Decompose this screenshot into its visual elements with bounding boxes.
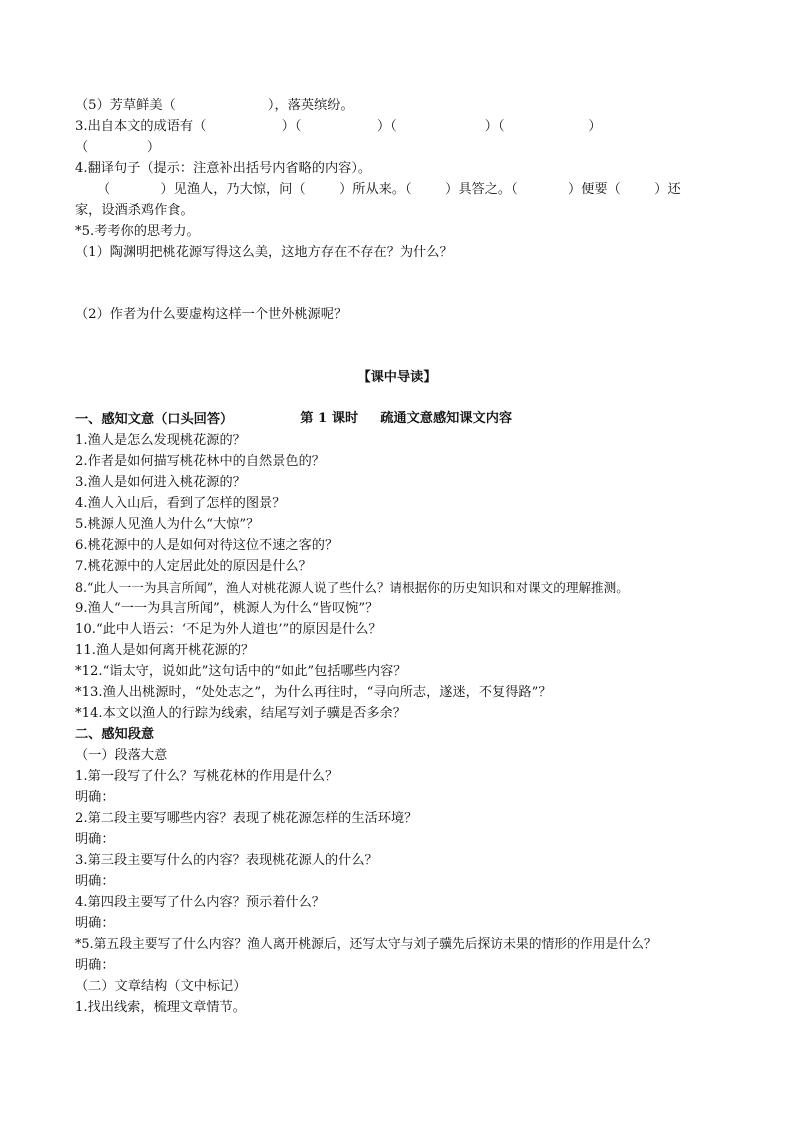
- list-item: 4.第四段主要写了什么内容？预示着什么？: [75, 895, 325, 910]
- question-3-idioms-cont: （ ）: [75, 140, 161, 155]
- list-item: *12.“诣太守，说如此”这句话中的“如此”包括哪些内容？: [75, 664, 407, 679]
- part-2-title: 二、感知段意: [75, 727, 155, 742]
- list-item: 2.作者是如何描写桃花林中的自然景色的？: [75, 454, 325, 469]
- list-item: 8.“此人一一为具言所闻”，渔人对桃花源人说了些什么？请根据你的历史知识和对课文的理解推测。: [75, 580, 629, 595]
- question-3-idioms: 3.出自本文的成语有（ ）（ ）（ ）（ ）: [75, 119, 602, 134]
- question-4-sentence: （ ）见渔人，乃大惊，问（ ）所从来。（ ）具答之。（ ）便要（ ）还: [97, 182, 681, 197]
- question-5-sub-2: （2）作者为什么要虚构这样一个世外桃源呢？: [75, 307, 348, 322]
- list-item: *5.第五段主要写了什么内容？渔人离开桃源后，还写太守与刘子骥先后探访未果的情形的作用是什么？: [75, 937, 657, 952]
- part-1-title: 一、感知文意（口头回答）: [75, 412, 234, 427]
- answer-label: 明确：: [75, 790, 115, 805]
- list-item: 4.渔人入山后，看到了怎样的图景？: [75, 496, 286, 511]
- list-item: 7.桃花源中的人定居此处的原因是什么？: [75, 559, 312, 574]
- lesson-topic: 疏通文意感知课文内容: [380, 411, 513, 426]
- list-item: 1.渔人是怎么发现桃花源的？: [75, 433, 246, 448]
- answer-label: 明确：: [75, 916, 115, 931]
- list-item: 5.桃源人见渔人为什么“大惊”？: [75, 517, 260, 532]
- list-item: 3.第三段主要写什么的内容？表现桃花源人的什么？: [75, 853, 378, 868]
- list-item: 2.第二段主要写哪些内容？表现了桃花源怎样的生活环境？: [75, 811, 418, 826]
- list-item: 10.“此中人语云：‘不足为外人道也’”的原因是什么？: [75, 622, 382, 637]
- lesson-label: 第 1 课时: [300, 411, 359, 426]
- list-item: 3.渔人是如何进入桃花源的？: [75, 475, 246, 490]
- section-title: 【课中导读】: [357, 370, 437, 385]
- answer-label: 明确：: [75, 874, 115, 889]
- list-item: *13.渔人出桃源时，“处处志之”，为什么再往时，“寻向所志，遂迷，不复得路”？: [75, 685, 552, 700]
- part-2-sub-2-q1: 1.找出线索，梳理文章情节。: [75, 1000, 246, 1015]
- part-2-sub-1: （一）段落大意: [75, 748, 168, 763]
- answer-label: 明确：: [75, 958, 115, 973]
- list-item: 1.第一段写了什么？写桃花林的作用是什么？: [75, 769, 339, 784]
- list-item: 6.桃花源中的人是如何对待这位不速之客的？: [75, 538, 339, 553]
- question-5-title: *5.考考你的思考力。: [75, 224, 200, 239]
- list-item: *14.本文以渔人的行踪为线索，结尾写刘子骥是否多余？: [75, 706, 406, 721]
- question-5-fill: （5）芳草鲜美（ ），落英缤纷。: [75, 98, 354, 113]
- part-2-sub-2: （二）文章结构（文中标记）: [75, 979, 247, 994]
- list-item: 9.渔人“一一为具言所闻”，桃源人为什么“皆叹惋”？: [75, 601, 379, 616]
- question-5-sub-1: （1）陶渊明把桃花源写得这么美，这地方存在不存在？为什么？: [75, 245, 453, 260]
- question-4-title: 4.翻译句子（提示：注意补出括号内省略的内容）。: [75, 161, 372, 176]
- question-4-sentence-cont: 家，设酒杀鸡作食。: [75, 203, 194, 218]
- list-item: 11.渔人是如何离开桃花源的？: [75, 643, 255, 658]
- answer-label: 明确：: [75, 832, 115, 847]
